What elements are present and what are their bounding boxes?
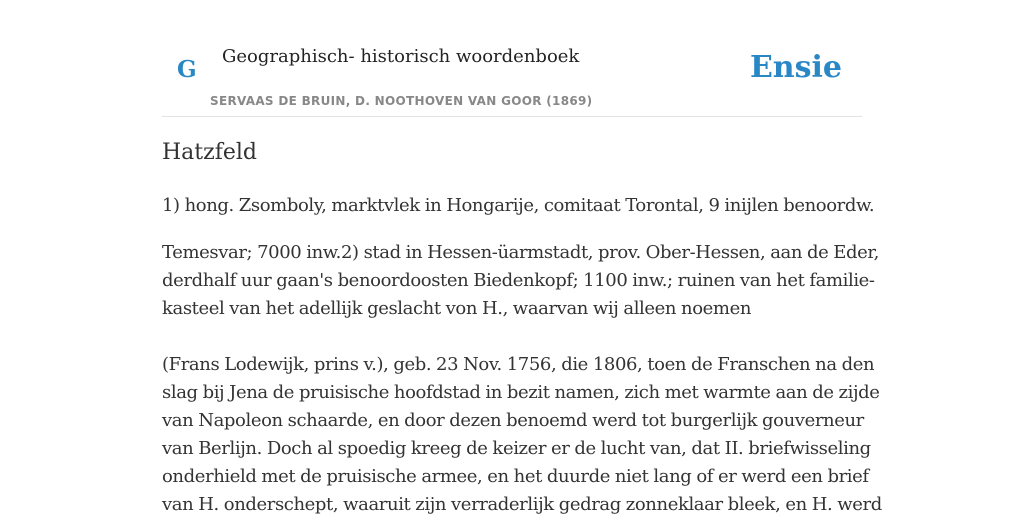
dictionary-logo-icon[interactable]: G xyxy=(177,56,197,83)
header xyxy=(162,0,862,117)
ensie-logo-link[interactable]: Ensie xyxy=(749,50,842,85)
entry-paragraph-3 xyxy=(162,351,882,519)
paragraph-line: van H. onderschept, waaruit zijn verraderlijk gedrag zonneklaar bleek, en H. werd xyxy=(162,494,882,515)
entry-paragraph-1: 1) hong. Zsomboly, marktvlek in Hongarije, comitaat Torontal, 9 inijlen benoordw. xyxy=(162,195,875,216)
entry-title: Hatzfeld xyxy=(162,140,258,165)
paragraph-line: (Frans Lodewijk, prins v.), geb. 23 Nov. 1756, die 1806, toen de Franschen na den xyxy=(162,354,875,375)
paragraph-line: onderhield met de pruisische armee, en het duurde niet lang of er werd een brief xyxy=(162,466,869,487)
paragraph-line: van Napoleon schaarde, en door dezen benoemd werd tot burgerlijk gouverneur xyxy=(162,410,864,431)
paragraph-line: van Berlijn. Doch al spoedig kreeg de keizer er de lucht van, dat II. briefwisseling xyxy=(162,438,871,459)
book-title[interactable]: Geographisch- historisch woordenboek xyxy=(222,46,580,67)
entry-paragraph-2 xyxy=(162,239,879,323)
book-authors: SERVAAS DE BRUIN, D. NOOTHOVEN VAN GOOR (1869) xyxy=(210,94,593,108)
paragraph-line: Temesvar; 7000 inw.2) stad in Hessen-üarmstadt, prov. Ober-Hessen, aan de Eder, xyxy=(162,242,879,263)
paragraph-line: kasteel van het adellijk geslacht von H., waarvan wij alleen noemen xyxy=(162,298,752,319)
paragraph-line: derdhalf uur gaan's benoordoosten Biedenkopf; 1100 inw.; ruinen van het familie- xyxy=(162,270,875,291)
paragraph-line: slag bij Jena de pruisische hoofdstad in bezit namen, zich met warmte aan de zijde xyxy=(162,382,880,403)
page xyxy=(162,0,882,515)
